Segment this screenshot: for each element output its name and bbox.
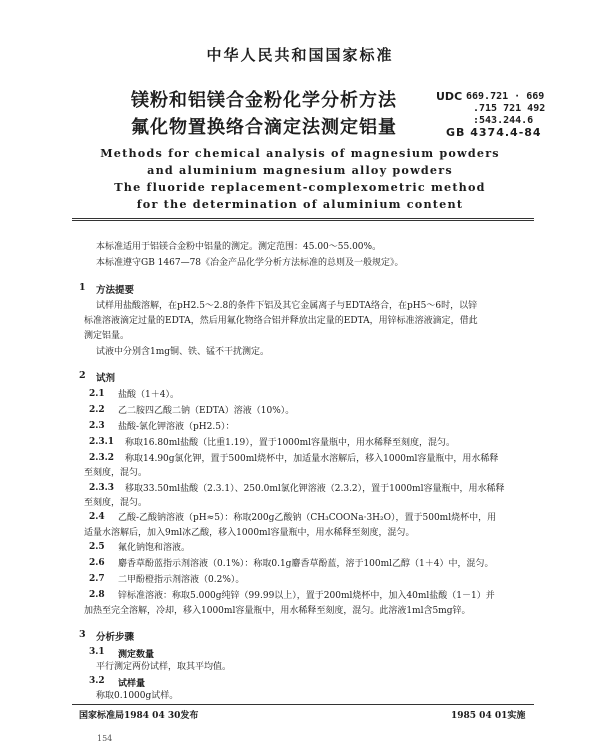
item-text: 乙酸-乙酸钠溶液（pH≈5）：称取200g乙酸钠（CH₃COONa·3H₂O），置于500ml烧杯中，用 [118,513,497,523]
item-number: 2.2 [89,405,105,415]
section-1-title: 方法提要 [96,285,135,296]
item-number: 2.1 [89,389,105,399]
item-number: 2.6 [89,558,105,568]
section-1-text: 试样用盐酸溶解，在pH2.5～2.8的条件下铝及其它金属离子与EDTA络合，在pH5～6时，以锌 [96,301,478,311]
header-divider [72,220,534,221]
item-text: 乙二胺四乙酸二钠（EDTA）溶液（10%）。 [118,406,295,416]
section-3-title: 分析步骤 [96,632,135,643]
item-text: 麝香草酚蓝指示剂溶液（0.1%）：称取0.1g麝香草酚蓝，溶于100ml乙醇（1＋4）中，混匀。 [118,559,494,569]
item-text-cont: 适量水溶解后，加入9ml冰乙酸，移入1000ml容量瓶中，用水稀释至刻度，混匀。 [84,528,415,538]
section-2-title: 试剂 [96,373,116,384]
item-number: 2.5 [89,542,105,552]
english-title-line: for the determination of aluminium content [136,197,464,211]
section-1-text: 测定铝量。 [84,331,130,341]
item-number: 2.7 [89,574,105,584]
item-text: 盐酸（1＋4）。 [118,390,179,400]
item-number: 3.2 [89,676,105,686]
title-line-2: 氟化物置换络合滴定法测定铝量 [131,117,397,138]
item-text: 称取14.90g氯化钾，置于500ml烧杯中，加适量水溶解后，移入1000ml容量瓶中，用水稀释 [125,454,499,464]
header-divider [72,218,534,219]
item-number: 2.3.2 [89,453,115,463]
english-title-line: The fluoride replacement-complexometric method [114,180,486,194]
item-text: 平行测定两份试样，取其平均值。 [96,662,232,672]
item-number: 2.3 [89,421,105,431]
udc-label: UDC [436,90,463,103]
section-3-number: 3 [79,629,86,640]
item-number: 2.3.3 [89,483,115,493]
udc-line-3: :543.244.6 [473,115,534,126]
item-text: 氟化钠饱和溶液。 [118,543,191,553]
item-text: 称取16.80ml盐酸（比重1.19），置于1000ml容量瓶中，用水稀释至刻度，混匀。 [125,438,456,448]
footer-divider [72,704,534,705]
item-title: 测定数量 [118,650,155,660]
section-1-note: 试液中分别含1mg铜、铁、锰不干扰测定。 [96,347,270,357]
item-number: 2.4 [89,512,105,522]
item-title: 试样量 [118,679,146,689]
item-text: 移取33.50ml盐酸（2.3.1）、250.0ml氯化钾溶液（2.3.2），置于1000ml容量瓶中，用水稀释 [125,484,505,494]
item-text-cont: 加热至完全溶解，冷却，移入1000ml容量瓶中，用水稀释至刻度，混匀。此溶液1ml含5mg锌。 [84,606,471,616]
english-title-line: Methods for chemical analysis of magnesium powders [100,146,500,160]
item-number: 2.8 [89,590,105,600]
section-1-number: 1 [79,282,86,293]
standard-header: 中华人民共和国国家标准 [206,46,394,64]
intro-scope: 本标准适用于铝镁合金粉中铝量的测定。测定范围：45.00～55.00%。 [96,242,382,252]
item-text: 锌标准溶液：称取5.000g纯锌（99.99以上），置于200ml烧杯中，加入40ml盐酸（1－1）并 [118,591,495,601]
section-1-text: 标准溶液滴定过量的EDTA，然后用氟化物络合铝并释放出定量的EDTA，用锌标准溶液滴定，借此 [84,316,478,326]
udc-line-2: .715 721 492 [473,103,546,114]
gb-number: GB 4374.4-84 [446,126,542,139]
udc-line-1: 669.721 · 669 [466,91,545,102]
page-number: 154 [97,734,113,743]
intro-reference: 本标准遵守GB 1467—78《冶金产品化学分析方法标准的总则及一般规定》。 [96,258,404,268]
item-text: 二甲酚橙指示剂溶液（0.2%）。 [118,575,245,585]
effective-date: 1985 04 01实施 [451,711,526,721]
item-text: 盐酸-氯化钾溶液（pH2.5）： [118,422,235,432]
item-number: 3.1 [89,647,105,657]
title-line-1: 镁粉和铝镁合金粉化学分析方法 [131,90,397,111]
item-text: 称取0.1000g试样。 [96,691,179,701]
english-title-line: and aluminium magnesium alloy powders [147,163,453,177]
section-2-number: 2 [79,370,86,381]
item-text-cont: 至刻度，混匀。 [84,468,148,478]
issue-date: 国家标准局1984 04 30发布 [79,711,199,721]
item-number: 2.3.1 [89,437,115,447]
item-text-cont: 至刻度，混匀。 [84,498,148,508]
